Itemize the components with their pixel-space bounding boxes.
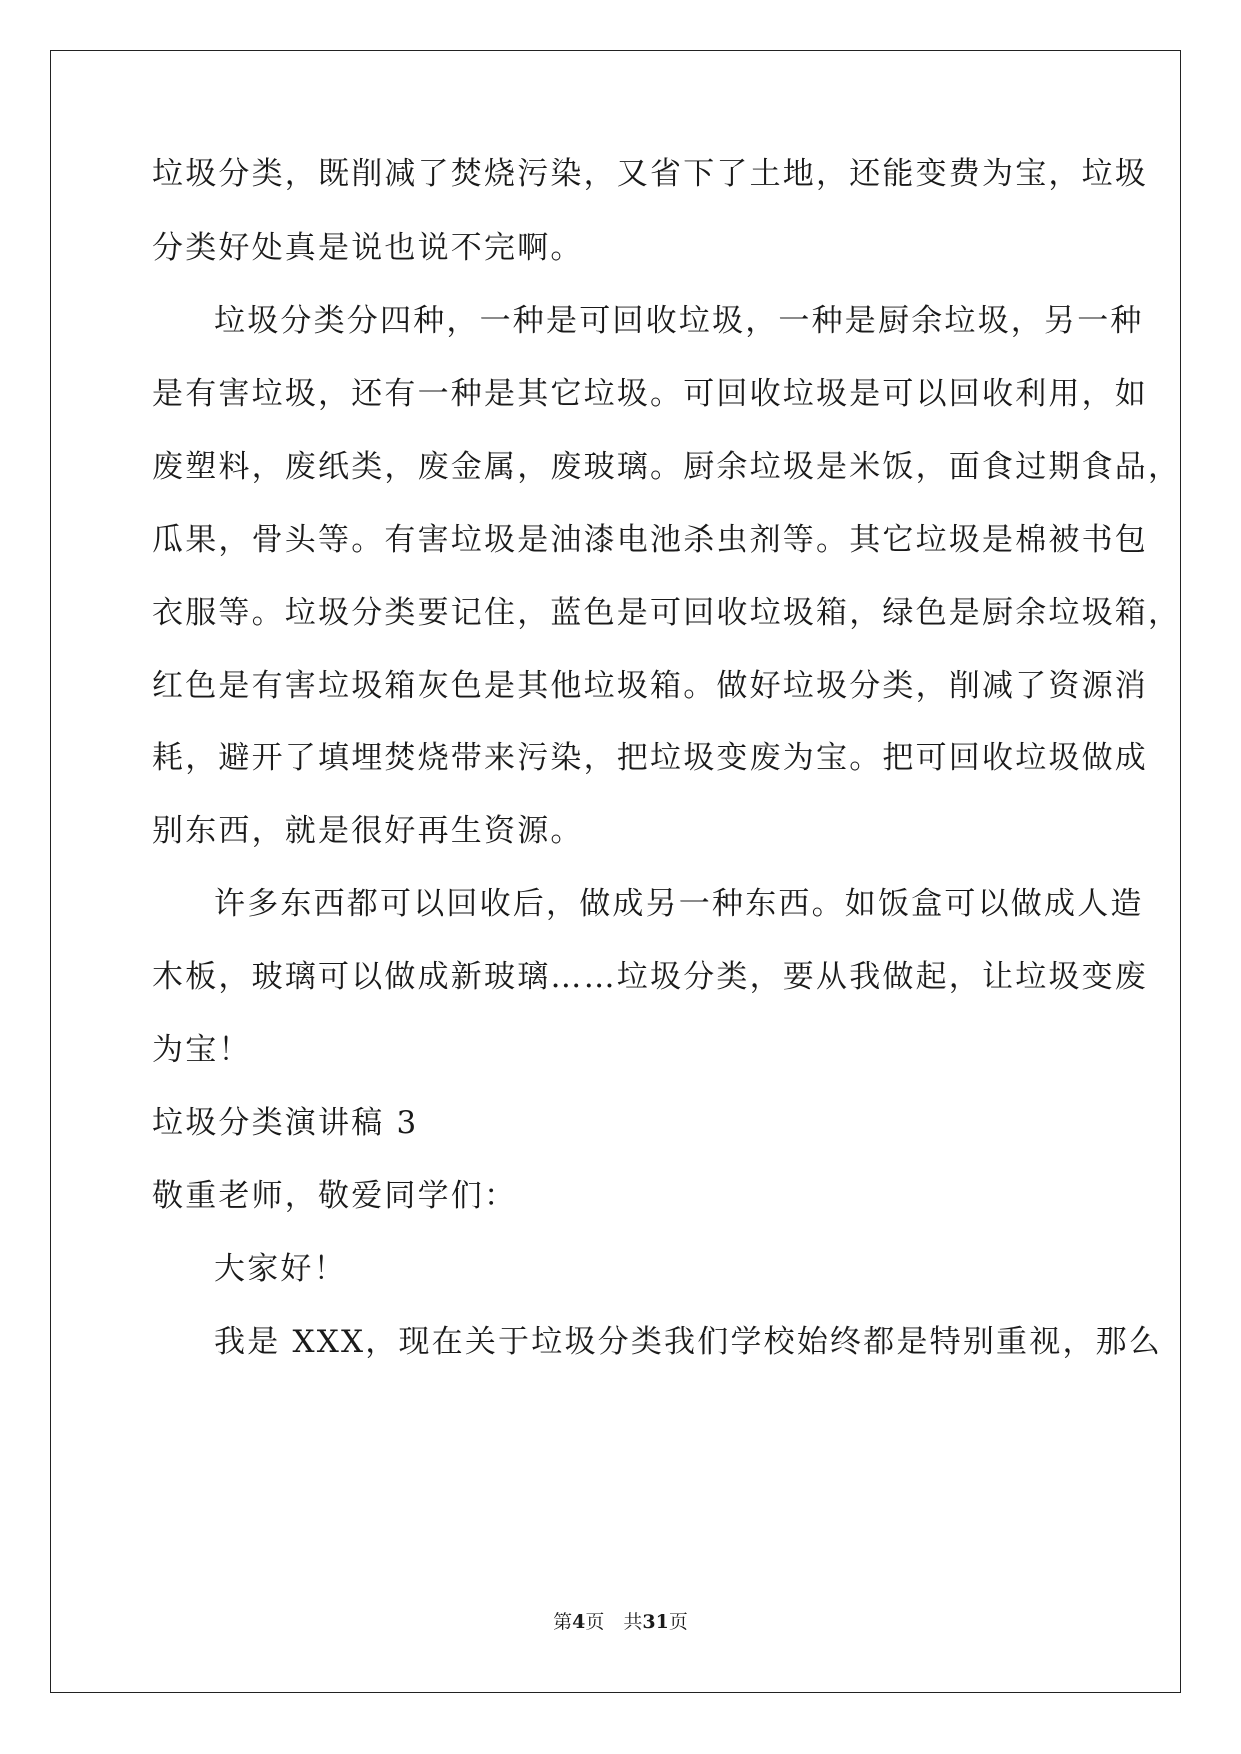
section-heading: 垃圾分类演讲稿 3 bbox=[152, 1105, 419, 1141]
salutation: 敬重老师，敬爱同学们： bbox=[152, 1178, 518, 1214]
page-footer bbox=[0, 1610, 1241, 1634]
text-line: 耗，避开了填埋焚烧带来污染，把垃圾变废为宝。把可回收垃圾做成 bbox=[152, 740, 1148, 776]
footer-suffix: 页 bbox=[668, 1611, 688, 1633]
text-line: 垃圾分类，既削减了焚烧污染，又省下了土地，还能变费为宝，垃圾 bbox=[152, 156, 1148, 192]
total-page-count: 31 bbox=[642, 1611, 669, 1633]
text-line: 为宝！ bbox=[152, 1032, 252, 1068]
current-page-number: 4 bbox=[572, 1611, 586, 1633]
text-line: 瓜果，骨头等。有害垃圾是油漆电池杀虫剂等。其它垃圾是棉被书包 bbox=[152, 522, 1148, 558]
text-line: 别东西，就是很好再生资源。 bbox=[152, 813, 584, 849]
footer-middle: 页 共 bbox=[585, 1611, 643, 1633]
text-line: 红色是有害垃圾箱灰色是其他垃圾箱。做好垃圾分类，削减了资源消 bbox=[152, 668, 1148, 704]
text-line: 废塑料，废纸类，废金属，废玻璃。厨余垃圾是米饭，面食过期食品， bbox=[152, 449, 1182, 485]
greeting: 大家好！ bbox=[214, 1251, 347, 1287]
page-border bbox=[50, 50, 1181, 1693]
text-line: 木板，玻璃可以做成新玻璃……垃圾分类，要从我做起，让垃圾变废 bbox=[152, 959, 1148, 995]
footer-prefix: 第 bbox=[553, 1611, 573, 1633]
text-line: 我是 XXX，现在关于垃圾分类我们学校始终都是特别重视，那么 bbox=[214, 1324, 1163, 1360]
text-line: 分类好处真是说也说不完啊。 bbox=[152, 230, 584, 266]
text-line: 许多东西都可以回收后，做成另一种东西。如饭盒可以做成人造 bbox=[214, 886, 1144, 922]
text-line: 衣服等。垃圾分类要记住，蓝色是可回收垃圾箱，绿色是厨余垃圾箱， bbox=[152, 595, 1182, 631]
text-line: 是有害垃圾，还有一种是其它垃圾。可回收垃圾是可以回收利用，如 bbox=[152, 376, 1148, 412]
text-line: 垃圾分类分四种，一种是可回收垃圾，一种是厨余垃圾，另一种 bbox=[214, 303, 1144, 339]
